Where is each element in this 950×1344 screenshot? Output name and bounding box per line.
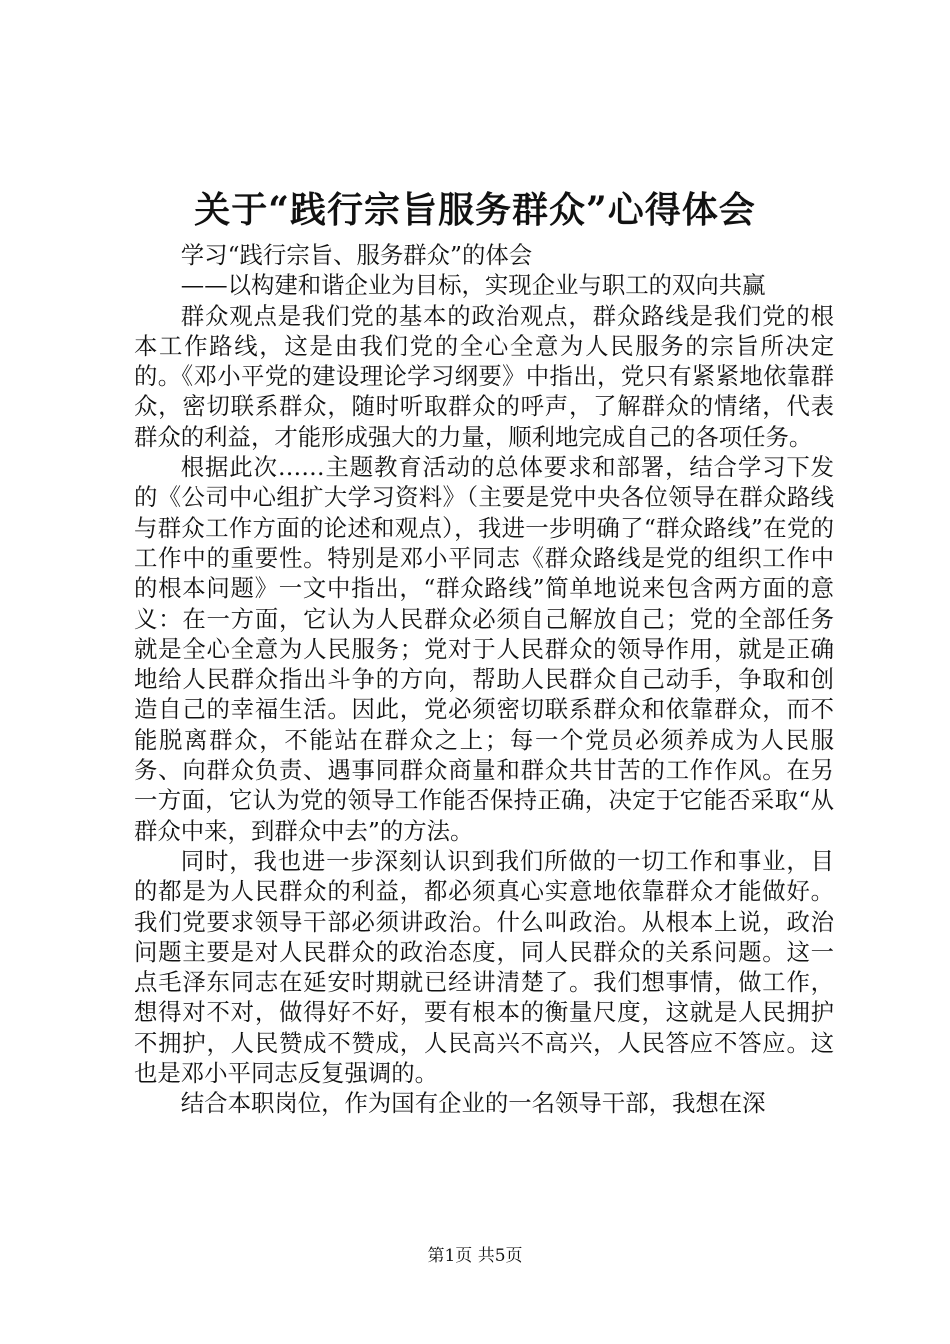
body-paragraph: 根据此次……主题教育活动的总体要求和部署，结合学习下发的《公司中心组扩大学习资料》（主要是党中央各位领导在群众路线与群众工作方面的论述和观点），我进一步明确了“群众路线”在党的工作中的重要性。特别是邓小平同志《群众路线是党的组织工作中的根本问题》一文中指出，“群众路线”简单地说来包含两方面的意义：在一方面，它认为人民群众必须自己解放自己；党的全部任务就是全心全意为人民服务；党对于人民群众的领导作用，就是正确地给人民群众指出斗争的方向，帮助人民群众自己动手，争取和创造自己的幸福生活。因此，党必须密切联系群众和依靠群众，而不能脱离群众，不能站在群众之上；每一个党员必须养成为人民服务、向群众负责、遇事同群众商量和群众共甘苦的工作作风。在另一方面，它认为党的领导工作能否保持正确，决定于它能否采取“从群众中来，到群众中去”的方法。 — [134, 453, 834, 845]
subtitle-line-2: ——以构建和谐企业为目标，实现企业与职工的双向共赢 — [180, 271, 766, 300]
body-paragraph: 群众观点是我们党的基本的政治观点，群众路线是我们党的根本工作路线，这是由我们党的全心全意为人民服务的宗旨所决定的。《邓小平党的建设理论学习纲要》中指出，党只有紧紧地依靠群众，密切联系群众，随时听取群众的呼声，了解群众的情绪，代表群众的利益，才能形成强大的力量，顺利地完成自己的各项任务。 — [134, 301, 834, 451]
document-body — [134, 240, 834, 1119]
subtitle-line-1: 学习“践行宗旨、服务群众”的体会 — [180, 241, 533, 269]
body-paragraph: 同时，我也进一步深刻认识到我们所做的一切工作和事业，目的都是为人民群众的利益，都必须真心实意地依靠群众才能做好。我们党要求领导干部必须讲政治。什么叫政治。从根本上说，政治问题主要是对人民群众的政治态度，同人民群众的关系问题。这一点毛泽东同志在延安时期就已经讲清楚了。我们想事情，做工作，想得对不对，做得好不好，要有根本的衡量尺度，这就是人民拥护不拥护，人民赞成不赞成，人民高兴不高兴，人民答应不答应。这也是邓小平同志反复强调的。 — [134, 846, 834, 1088]
page-footer: 第1页 共5页 — [427, 1246, 523, 1266]
document-title: 关于“践行宗旨服务群众”心得体会 — [194, 189, 756, 231]
body-paragraph: 结合本职岗位，作为国有企业的一名领导干部，我想在深 — [180, 1089, 766, 1118]
